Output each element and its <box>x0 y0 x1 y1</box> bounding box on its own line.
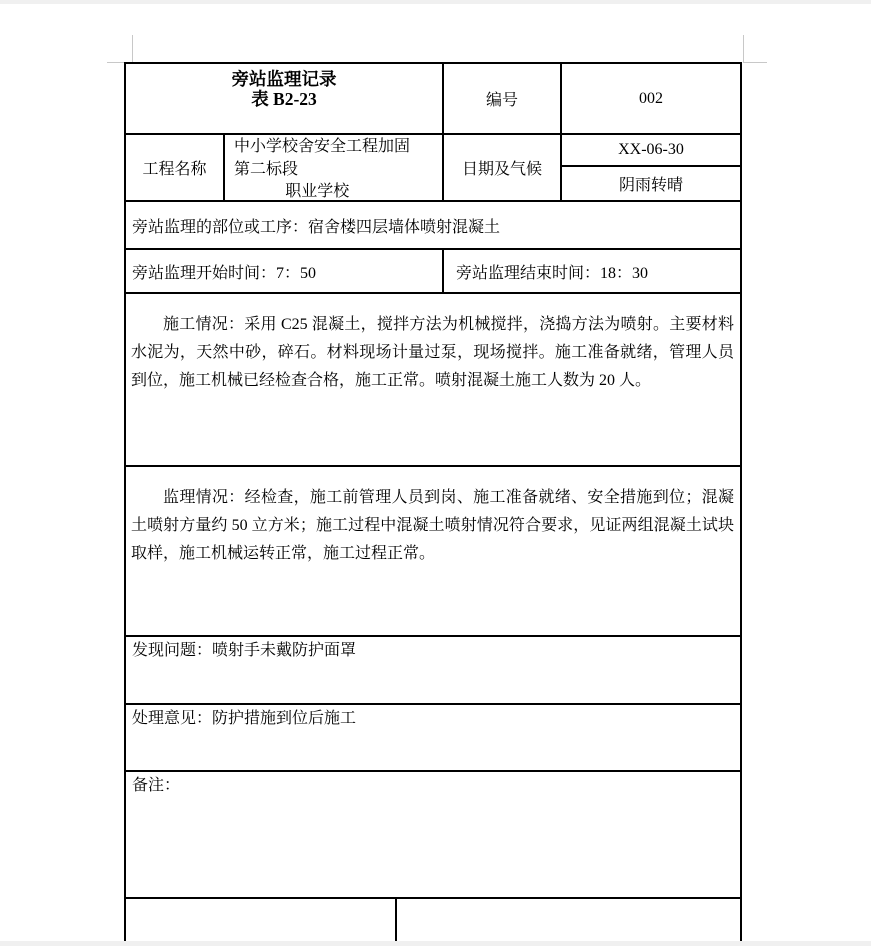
end-time-line: 旁站监理结束时间：18：30 <box>456 264 649 282</box>
project-name-label: 工程名称 <box>142 161 207 178</box>
supervision-row <box>126 467 740 637</box>
project-name-value-cell <box>225 135 444 200</box>
project-name-label-cell <box>126 135 225 200</box>
date-weather-value-cell <box>562 135 740 200</box>
page-bottom-edge <box>0 941 871 946</box>
form-title: 旁站监理记录 <box>231 68 337 89</box>
date-value: XX-06-30 <box>562 135 740 167</box>
date-weather-label-cell <box>444 135 562 200</box>
serial-value: 002 <box>639 89 663 107</box>
section-line: 旁站监理的部位或工序：宿舍楼四层墙体喷射混凝土 <box>132 218 501 236</box>
header-row <box>126 64 740 135</box>
problems-row <box>126 637 740 705</box>
weather-value: 阴雨转晴 <box>618 177 683 194</box>
construction-row <box>126 294 740 467</box>
project-row <box>126 135 740 202</box>
project-name-line-2: 第二标段 <box>234 160 299 178</box>
signature-right-cell <box>397 899 740 941</box>
supervision-record-table <box>124 62 742 941</box>
construction-paragraph-cell <box>126 294 740 465</box>
project-name-line-1: 中小学校舍安全工程加固 <box>234 138 411 155</box>
project-name-line-3: 职业学校 <box>285 183 350 200</box>
crop-mark-top-right-vertical <box>743 35 744 62</box>
signature-row <box>126 899 740 941</box>
signature-left-cell <box>126 899 397 941</box>
crop-mark-top-right-horizontal <box>743 62 767 63</box>
crop-mark-top-left-vertical <box>132 35 133 62</box>
page-top-edge <box>0 0 871 4</box>
serial-label-cell <box>444 64 562 133</box>
supervision-paragraph-cell <box>126 467 740 635</box>
section-row <box>126 202 740 250</box>
handling-line: 处理意见：防护措施到位后施工 <box>132 710 357 727</box>
serial-label: 编号 <box>485 92 518 109</box>
date-weather-label: 日期及气候 <box>461 161 542 178</box>
handling-row <box>126 705 740 772</box>
form-code: 表 B2-23 <box>251 88 317 109</box>
serial-value-cell <box>562 64 740 133</box>
problems-line: 发现问题：喷射手未戴防护面罩 <box>132 642 357 659</box>
start-time-line: 旁站监理开始时间：7：50 <box>126 250 444 292</box>
supervision-paragraph: 监理情况：经检查，施工前管理人员到岗、施工准备就绪、安全措施到位；混凝土喷射方量约 50 立方米；施工过程中混凝土喷射情况符合要求，见证两组混凝土试块取样，施工机械运转正常，施工过程正常。 <box>131 489 734 562</box>
time-row <box>126 250 740 294</box>
remarks-row <box>126 772 740 899</box>
construction-paragraph: 施工情况：采用 C25 混凝土，搅拌方法为机械搅拌，浇捣方法为喷射。主要材料水泥为，天然中砂，碎石。材料现场计量过泵，现场搅拌。施工准备就绪，管理人员到位，施工机械已经检查合格，施工正常。喷射混凝土施工人数为 20 人。 <box>131 316 734 389</box>
remarks-line: 备注： <box>132 777 181 794</box>
form-title-cell <box>126 64 444 133</box>
